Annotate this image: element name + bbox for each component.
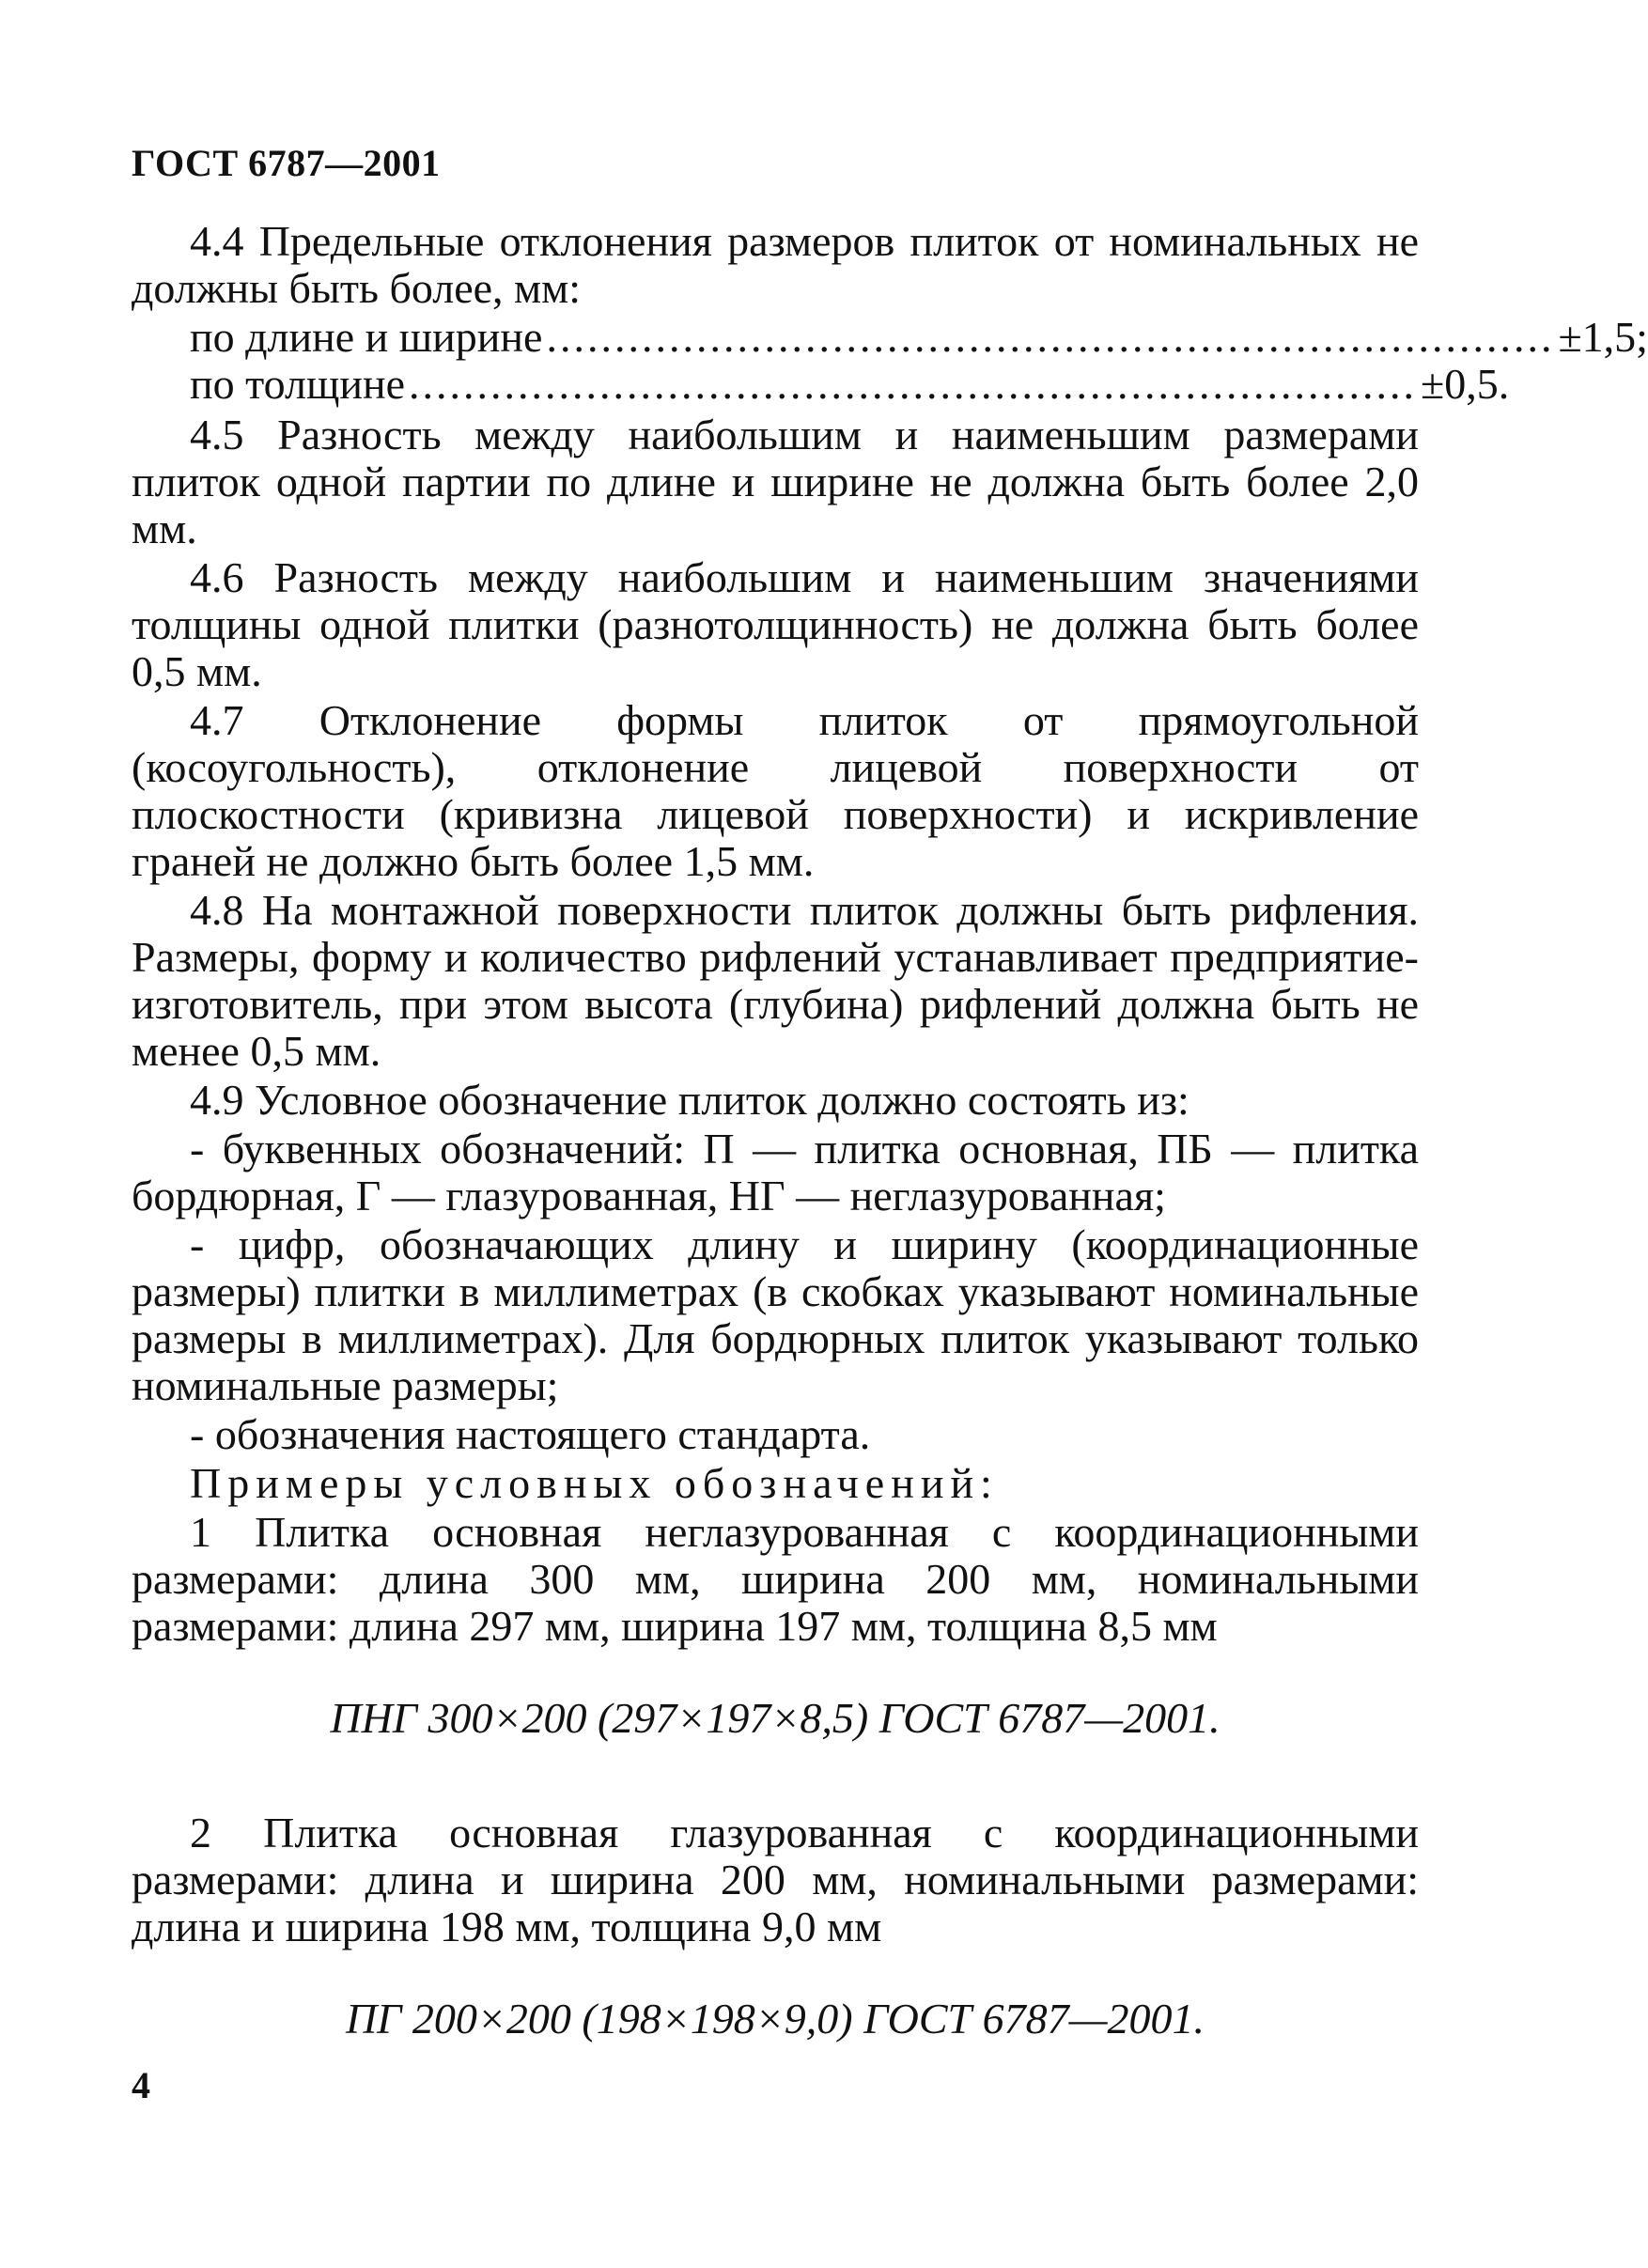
clause-4-7: 4.7 Отклонение формы плиток от прямоугольной (косоугольность), отклонение лицевой поверхности от плоскостности (кривизна лицевой поверхности) и искривление граней не должно быть более 1,5 мм. — [132, 696, 1419, 885]
leader-dots: .......................................................................... — [546, 313, 1555, 361]
clause-4-9-intro: 4.9 Условное обозначение плиток должно состоять из: — [190, 1076, 1189, 1124]
leader-dots: .......................................................................... — [409, 360, 1418, 408]
examples-heading: Примеры условных обозначений: — [190, 1459, 999, 1507]
clause-4-8: 4.8 На монтажной поверхности плиток должны быть рифления. Размеры, форму и количество рифлений устанавливает предприятие-изготовитель, при этом высота (глубина) рифлений должна быть не менее 0,5 мм. — [132, 886, 1419, 1075]
clause-4-6: 4.6 Разность между наибольшим и наименьшим значениями толщины одной плитки (разнотолщинность) не должна быть более 0,5 мм. — [132, 553, 1419, 695]
tolerance-row-length-width — [190, 313, 1648, 361]
clause-4-9-item-digits: - цифр, обозначающих длину и ширину (координационные размеры) плитки в миллиметрах (в скобках указывают номинальные размеры в миллиметрах). Для бордюрных плиток указывают только номинальные размеры; — [132, 1220, 1419, 1409]
example-1-designation: ПНГ 300×200 (297×197×8,5) ГОСТ 6787—2001. — [330, 1694, 1220, 1742]
document-body — [132, 217, 1648, 2043]
page-number: 4 — [132, 2064, 150, 2106]
tolerance-row-label: по толщине — [190, 360, 406, 408]
clause-4-9-item-standard: - обозначения настоящего стандарта. — [190, 1410, 871, 1458]
tolerance-row-value: ±0,5. — [1421, 360, 1510, 408]
tolerance-row-label: по длине и ширине — [190, 313, 543, 361]
clause-4-5: 4.5 Разность между наибольшим и наименьшим размерами плиток одной партии по длине и ширине не должна быть более 2,0 мм. — [132, 411, 1419, 552]
example-1-text: 1 Плитка основная неглазурованная с координационными размерами: длина 300 мм, ширина 200 мм, номинальными размерами: длина 297 мм, ширина 197 мм, толщина 8,5 мм — [132, 1508, 1419, 1650]
clause-4-9-item-letters: - буквенных обозначений: П — плитка основная, ПБ — плитка бордюрная, Г — глазурованная, НГ — неглазурованная; — [132, 1125, 1419, 1219]
tolerance-row-value: ±1,5; — [1558, 313, 1648, 361]
example-2-designation: ПГ 200×200 (198×198×9,0) ГОСТ 6787—2001. — [345, 1995, 1205, 2043]
document-header: ГОСТ 6787—2001 — [132, 142, 441, 184]
example-2-text: 2 Плитка основная глазурованная с координационными размерами: длина и ширина 200 мм, номинальными размерами: длина и ширина 198 мм, толщина 9,0 мм — [132, 1809, 1419, 1950]
tolerance-row-thickness — [190, 360, 1510, 408]
clause-4-4-intro: 4.4 Предельные отклонения размеров плиток от номинальных не должны быть более, мм: — [132, 217, 1419, 312]
